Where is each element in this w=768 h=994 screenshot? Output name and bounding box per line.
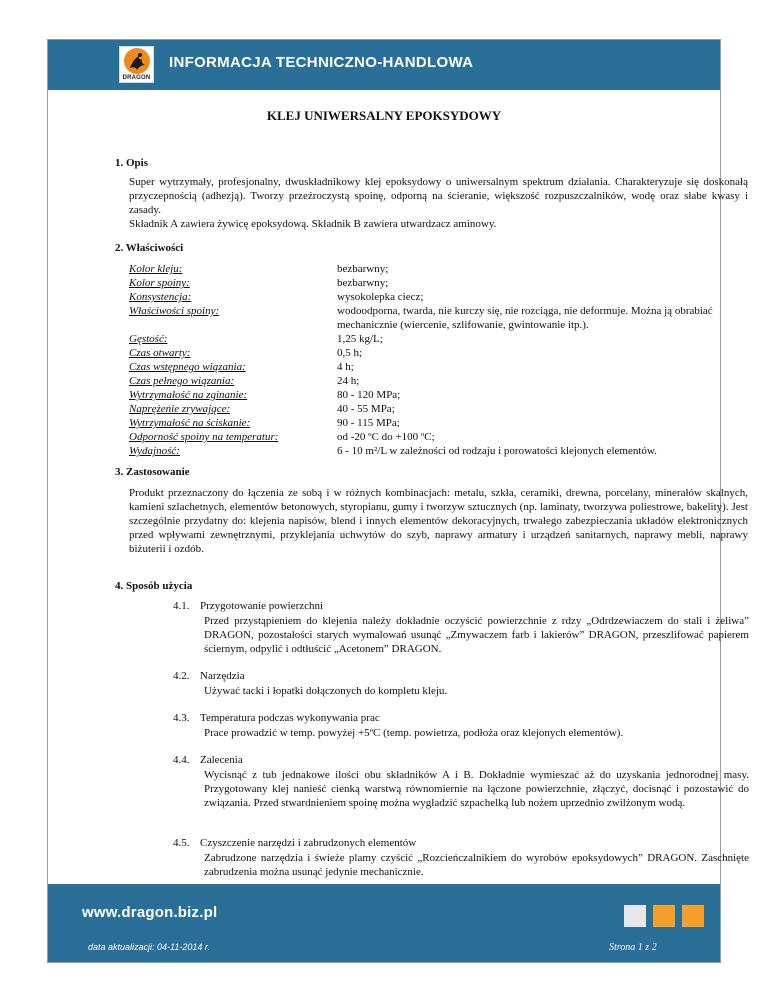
subsection-heading (173, 670, 245, 682)
subsection-title: Narzędzia (200, 670, 245, 682)
subsection-number: 4.3. (173, 712, 190, 724)
property-value: 1,25 kg/L; (337, 333, 383, 345)
decorative-square (653, 905, 675, 927)
subsection-body: Używać tacki i łopatki dołączonych do kompletu kleju. (204, 685, 448, 697)
property-label: Konsystencja: (129, 291, 192, 303)
document-page (47, 39, 749, 963)
property-label: Wytrzymałość na ściskanie: (129, 417, 251, 429)
property-label: Wydajność: (129, 445, 180, 457)
dragon-icon (124, 48, 150, 74)
property-label: Właściwości spoiny: (129, 305, 220, 317)
subsection-number: 4.4. (173, 754, 190, 766)
section-opis-body (129, 175, 748, 231)
property-value: 0,5 h; (337, 347, 363, 359)
opis-paragraph: Składnik A zawiera żywicę epoksydową. Składnik B zawiera utwardzacz aminowy. (129, 218, 497, 230)
property-label: Czas otwarty: (129, 347, 191, 359)
zastosowanie-paragraph: Produkt przeznaczony do łączenia ze sobą i w różnych kombinacjach: metalu, szkła, ceramiki, drewna, porcelany, minerałów skalnych, kamieni szlachetnych, elementów betonowych, styropianu, gumy i tworzyw sztucznych (np. laminaty, tworzywa poliestrowe, bakelity). Jest szczególnie przydatny do: klejenia napisów, blend i innych elementów dekoracyjnych, trwałego zabezpieczania układów elektronicznych przed wpływami zewnętrznymi, przyklejania uchwytów do szyb, naprawy armatury i urządzeń sanitarnych, naprawy mebli, naprawy biżuterii i ozdób. (129, 487, 748, 555)
property-label: Wytrzymałość na zginanie: (129, 389, 248, 401)
subsection-heading (173, 712, 380, 724)
property-label: Naprężenie zrywające: (129, 403, 231, 415)
subsection-heading (173, 837, 416, 849)
header-bar (48, 40, 720, 90)
dragon-logo (119, 46, 154, 83)
page-number: Strona 1 z 2 (609, 942, 657, 953)
logo-text: DRAGON (122, 75, 151, 81)
subsection-heading (173, 754, 243, 766)
subsection-number: 4.1. (173, 600, 190, 612)
header-title: INFORMACJA TECHNICZNO-HANDLOWA (169, 54, 474, 71)
section-heading-zastosowanie: 3. Zastosowanie (115, 466, 190, 478)
property-label: Czas wstępnego wiązania: (129, 361, 246, 373)
subsection-title: Temperatura podczas wykonywania prac (200, 712, 380, 724)
property-value: 4 h; (337, 361, 354, 373)
opis-paragraph: Super wytrzymały, profesjonalny, dwuskładnikowy klej epoksydowy o uniwersalnym spektrum działania. Charakteryzuje się doskonałą przyczepnością (adhezją). Tworzy przeźroczystą spoinę, odporną na ścieranie, większość rozpuszczalników, wodę oraz słabe kwasy i zasady. (129, 176, 748, 216)
property-label: Kolor spoiny: (129, 277, 190, 289)
section-heading-opis: 1. Opis (115, 157, 149, 169)
property-value: bezbarwny; (337, 263, 389, 275)
decorative-square (682, 905, 704, 927)
property-value: 80 - 120 MPa; (337, 389, 401, 401)
section-heading-sposob-uzycia: 4. Sposób użycia (115, 580, 193, 592)
subsection-title: Przygotowanie powierzchni (200, 600, 324, 612)
subsection-body: Wycisnąć z tub jednakowe ilości obu składników A i B. Dokładnie wymieszać aż do uzyskania jednorodnej masy. Przygotowany klej nanieść cienką warstwą równomiernie na łączone powierzchnie, złączyć, docisnąć i pozostawić do związania. Przed stwardnieniem spoinę można wygładzić szpachelką lub nożem uprzednio zwilżonym wodą. (204, 769, 749, 809)
section-heading-wlasciwosci: 2. Właściwości (115, 242, 184, 254)
property-value: 90 - 115 MPa; (337, 417, 400, 429)
property-value: bezbarwny; (337, 277, 389, 289)
update-date: data aktualizacji: 04-11-2014 r. (88, 942, 211, 952)
property-value: 24 h; (337, 375, 360, 387)
document-title: KLEJ UNIWERSALNY EPOKSYDOWY (266, 108, 502, 123)
property-value: od -20 ºC do +100 ºC; (337, 431, 435, 443)
property-value: wodoodporna, twarda, nie kurczy się, nie rozciąga, nie deformuje. Można ją obrabiać mechanicznie (wiercenie, szlifowanie, gwintowanie itp.). (337, 305, 713, 331)
subsection-body: Zabrudzone narzędzia i świeże plamy czyścić „Rozcieńczalnikiem do wyrobów epoksydowych” DRAGON. Zaschnięte zabrudzenia można usunąć jedynie mechanicznie. (204, 852, 749, 878)
property-value: 6 - 10 m²/L w zależności od rodzaju i porowatości klejonych elementów. (337, 445, 657, 457)
property-label: Odporność spoiny na temperatur: (129, 431, 279, 443)
website-link[interactable]: www.dragon.biz.pl (82, 904, 218, 921)
subsection-number: 4.5. (173, 837, 190, 849)
subsection-heading (173, 600, 323, 612)
subsection-title: Czyszczenie narzędzi i zabrudzonych elementów (200, 837, 417, 849)
property-label: Kolor kleju: (129, 263, 183, 275)
decorative-square (624, 905, 646, 927)
property-value: 40 - 55 MPa; (337, 403, 395, 415)
property-value: wysokolepka ciecz; (337, 291, 424, 303)
property-label: Czas pełnego wiązania: (129, 375, 235, 387)
property-label: Gęstość: (129, 333, 168, 345)
subsection-body: Przed przystąpieniem do klejenia należy dokładnie oczyścić powierzchnie z rdzy „Odrdzewiaczem do stali i żeliwa” DRAGON, pozostałości starych wymalowań usunąć „Zmywaczem farb i lakierów” DRAGON, przeszlifować papierem ściernym, odpylić i odtłuścić „Acetonem” DRAGON. (204, 615, 749, 655)
subsection-body: Prace prowadzić w temp. powyżej +5ºC (temp. powietrza, podłoża oraz klejonych elementów). (204, 727, 624, 739)
subsection-title: Zalecenia (200, 754, 243, 766)
footer-bar (48, 884, 720, 962)
subsection-number: 4.2. (173, 670, 190, 682)
